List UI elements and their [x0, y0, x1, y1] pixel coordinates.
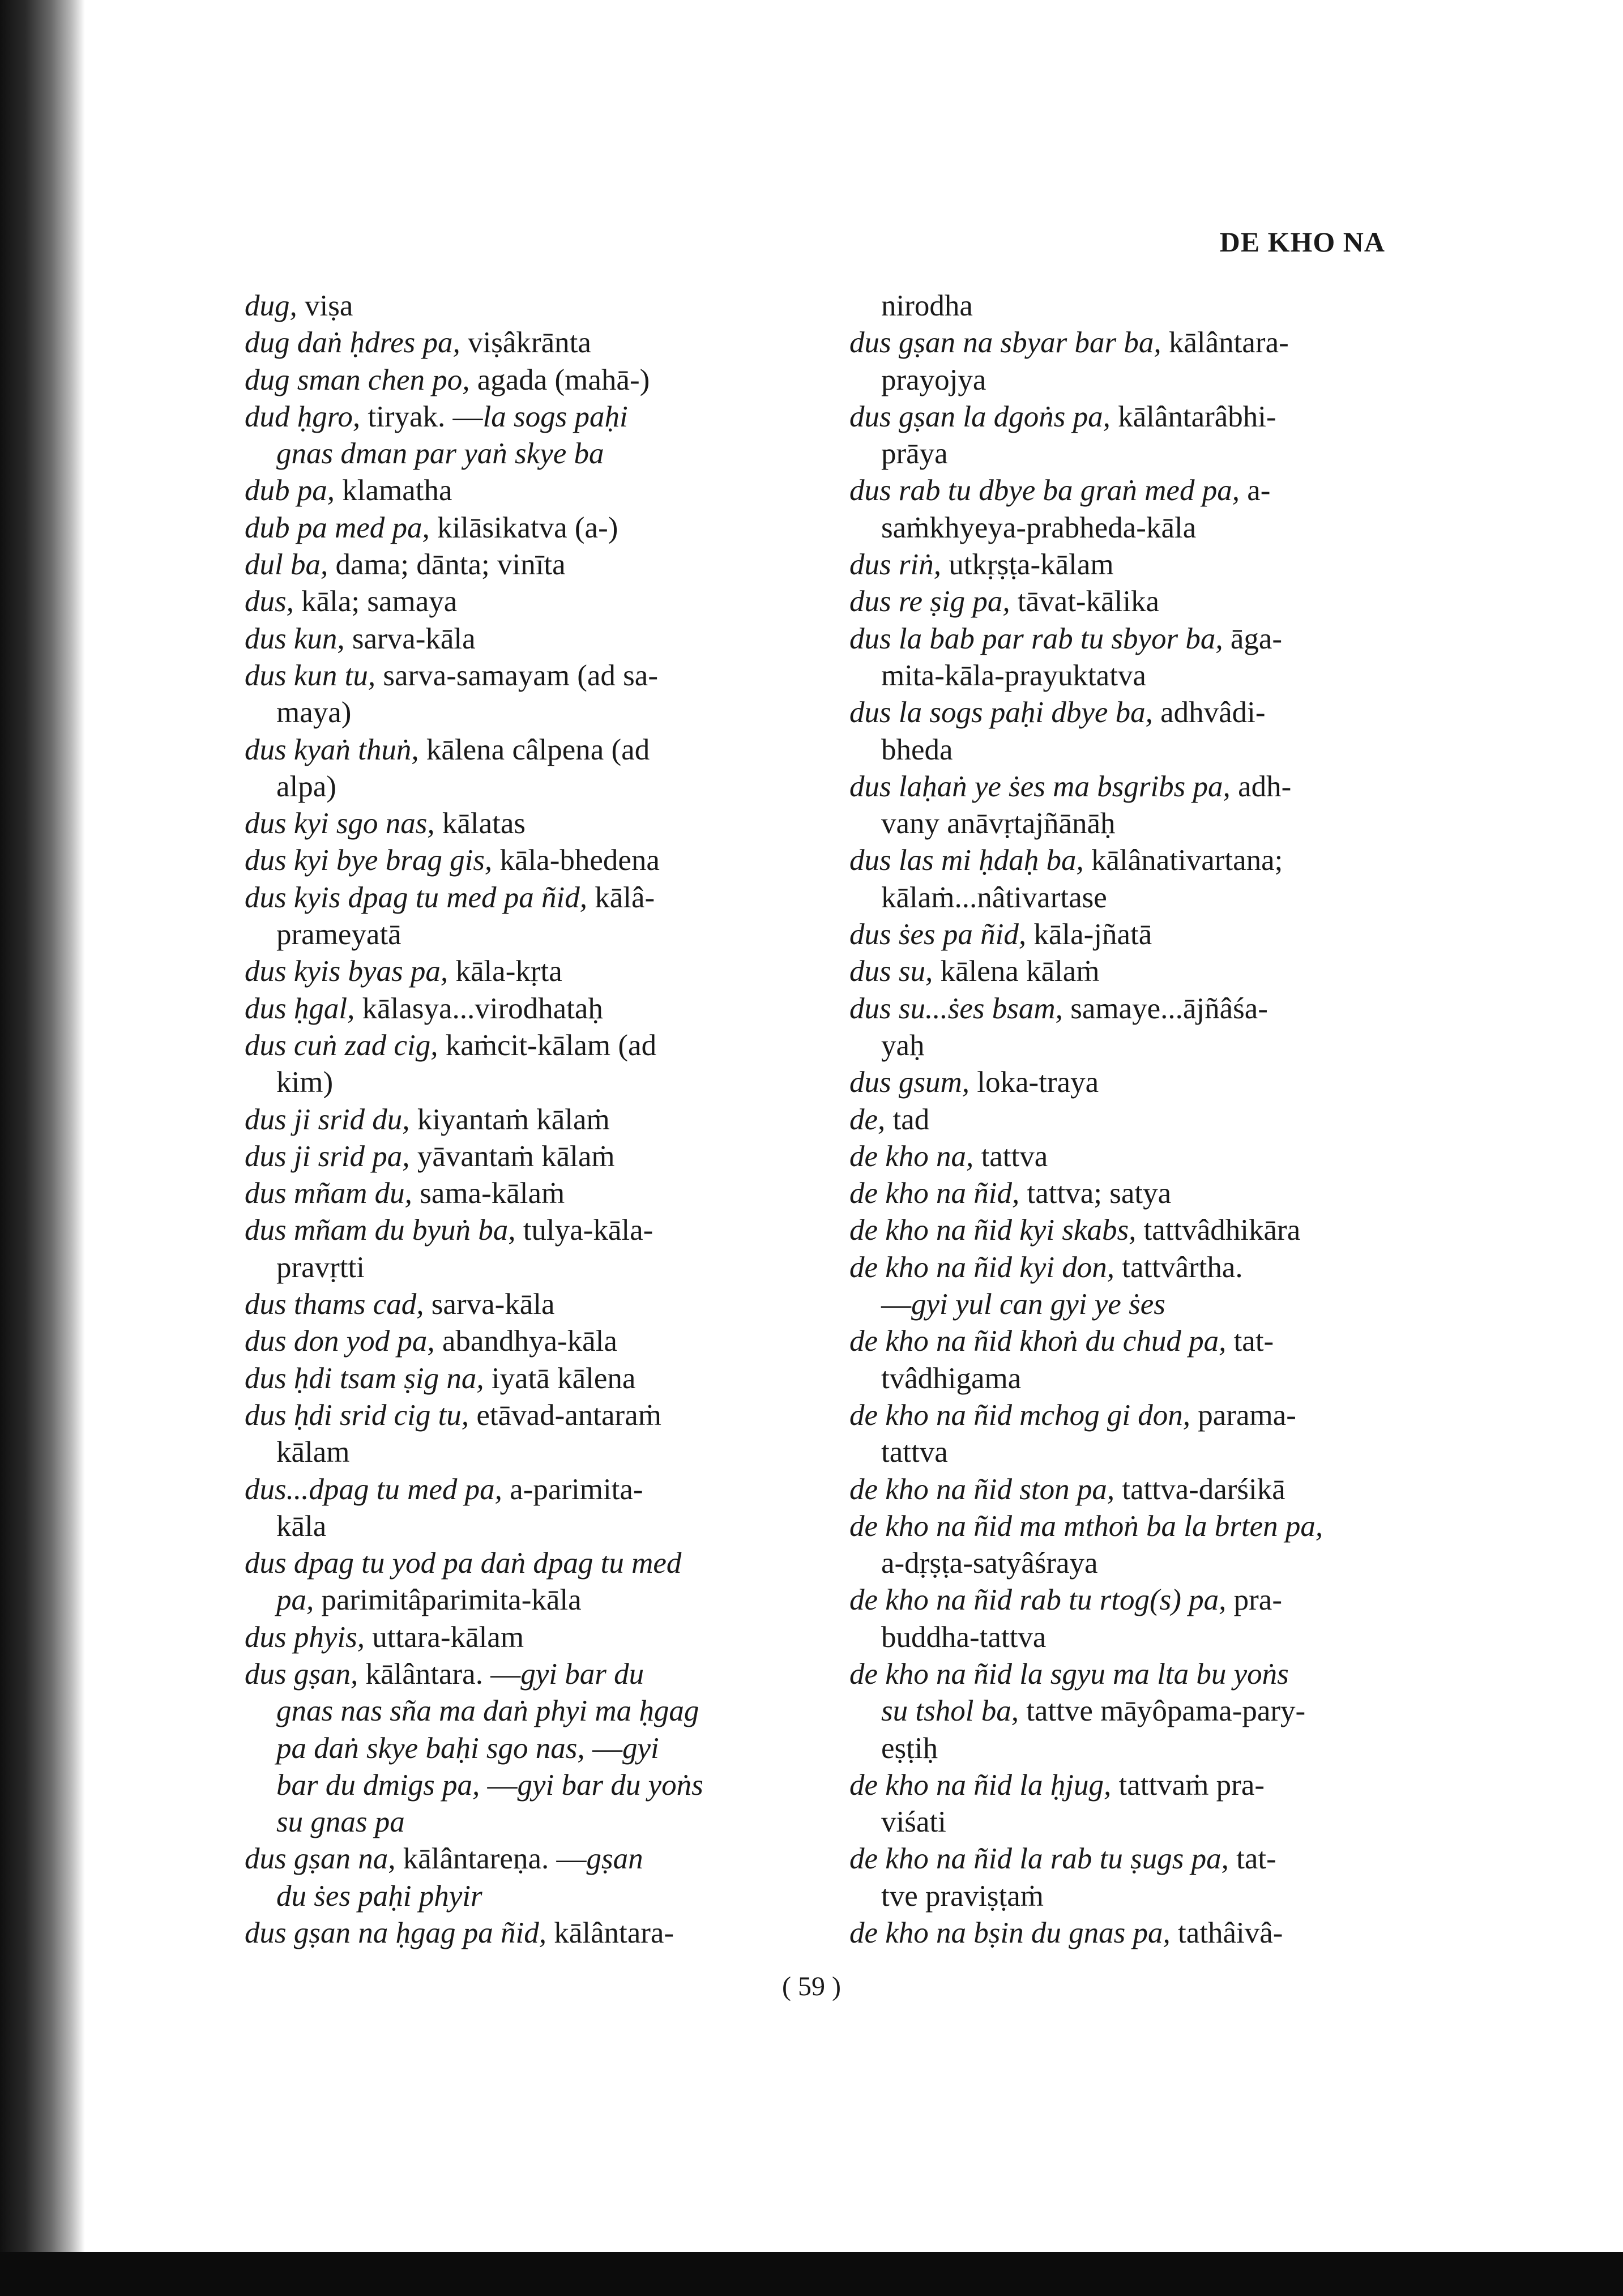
tibetan-term: dus la bab par rab tu sbyor ba, — [849, 622, 1223, 655]
sanskrit-equivalent: a- — [1239, 474, 1271, 507]
tibetan-term: dub pa, — [245, 474, 335, 507]
sanskrit-equivalent: loka-traya — [969, 1066, 1099, 1099]
sanskrit-equivalent: kālântareṇa. — — [395, 1842, 587, 1876]
tibetan-term: dus, — [245, 585, 294, 618]
dictionary-line — [849, 1656, 1393, 1693]
dictionary-line — [849, 1434, 1393, 1471]
dictionary-line — [849, 1693, 1393, 1730]
sanskrit-equivalent: sarva-samayam (ad sa- — [375, 659, 658, 692]
sanskrit-equivalent: tiryak. — — [360, 400, 483, 433]
sanskrit-equivalent: kālasya...virodhataḥ — [355, 992, 603, 1025]
dictionary-line — [245, 1619, 788, 1656]
dictionary-line — [849, 510, 1393, 547]
tibetan-term: dus kyaṅ thuṅ, — [245, 733, 419, 766]
tibetan-term: dus ṡes pa ñid, — [849, 918, 1027, 951]
dictionary-line — [245, 1286, 788, 1323]
sanskrit-equivalent: kāla; samaya — [293, 585, 458, 618]
dictionary-line — [245, 1102, 788, 1138]
dictionary-line — [849, 1471, 1393, 1508]
dictionary-line — [245, 953, 788, 990]
dictionary-line — [245, 1175, 788, 1212]
dictionary-line — [245, 1804, 788, 1841]
tibetan-term: du ṡes paḥi phyir — [276, 1879, 482, 1913]
dictionary-line — [245, 1249, 788, 1286]
dictionary-line — [245, 991, 788, 1027]
sanskrit-equivalent: maya) — [276, 696, 352, 729]
tibetan-term: dus ji srid pa, — [245, 1140, 410, 1173]
scan-bottom-edge — [0, 2252, 1623, 2296]
tibetan-term: dus kyis dpag tu med pa ñid, — [245, 881, 588, 914]
sanskrit-equivalent: — — [480, 1768, 518, 1802]
dictionary-line — [245, 842, 788, 879]
dictionary-line — [849, 694, 1393, 731]
sanskrit-equivalent: tattvaṁ pra- — [1111, 1768, 1265, 1802]
tibetan-term: de, — [849, 1103, 886, 1136]
sanskrit-equivalent: tulya-kāla- — [515, 1214, 654, 1247]
sanskrit-equivalent: sarva-kāla — [424, 1288, 555, 1321]
sanskrit-equivalent: tattva; satya — [1019, 1177, 1172, 1210]
dictionary-line — [849, 1878, 1393, 1915]
dictionary-line — [245, 1693, 788, 1730]
sanskrit-equivalent: yāvantaṁ kālaṁ — [409, 1140, 615, 1173]
tibetan-term: dus gṣan na, — [245, 1842, 396, 1876]
sanskrit-equivalent: kāla-jñatā — [1026, 918, 1152, 951]
sanskrit-equivalent: parama- — [1190, 1398, 1296, 1432]
tibetan-subentry: la sogs paḥi — [482, 400, 628, 433]
dictionary-line — [245, 1878, 788, 1915]
tibetan-term: dus mñam du byuṅ ba, — [245, 1214, 516, 1247]
sanskrit-equivalent: tattvârtha. — [1114, 1251, 1243, 1284]
sanskrit-equivalent: abandhya-kāla — [434, 1325, 617, 1358]
sanskrit-equivalent: utkṛṣṭa-kālam — [941, 548, 1114, 582]
book-binding-shadow — [0, 0, 85, 2296]
sanskrit-equivalent: kālântara- — [1161, 326, 1289, 360]
tibetan-term: dus gṣan, — [245, 1657, 358, 1691]
tibetan-term: de kho na ñid ston pa, — [849, 1473, 1115, 1506]
dictionary-line — [849, 1175, 1393, 1212]
tibetan-term: dus la sogs paḥi dbye ba, — [849, 696, 1153, 729]
tibetan-term: dus gṣan la dgoṅs pa, — [849, 400, 1111, 433]
dictionary-line — [849, 1138, 1393, 1175]
sanskrit-equivalent: kālaṁ...nâtivartase — [881, 881, 1107, 914]
tibetan-term: de kho na ñid kyi skabs, — [849, 1214, 1137, 1247]
dictionary-line — [849, 362, 1393, 399]
tibetan-term: dul ba, — [245, 548, 328, 582]
dictionary-line — [245, 1730, 788, 1767]
tibetan-term: dus ji srid du, — [245, 1103, 410, 1136]
sanskrit-equivalent: dama; dānta; vinīta — [328, 548, 566, 582]
sanskrit-equivalent: kiyantaṁ kālaṁ — [409, 1103, 610, 1136]
dictionary-line — [849, 1915, 1393, 1952]
dictionary-line — [849, 436, 1393, 472]
dictionary-line — [849, 916, 1393, 953]
tibetan-term: dud ḥgro, — [245, 400, 361, 433]
sanskrit-equivalent: kāla-kṛta — [448, 955, 562, 988]
dictionary-line — [849, 547, 1393, 583]
dictionary-line — [245, 732, 788, 769]
tibetan-term: de kho na ñid khoṅ du chud pa, — [849, 1325, 1227, 1358]
sanskrit-equivalent: agada (mahā-) — [469, 363, 650, 396]
sanskrit-equivalent: vany anāvṛtajñānāḥ — [881, 807, 1116, 840]
sanskrit-equivalent: viṣa — [297, 289, 353, 322]
dictionary-line — [245, 1138, 788, 1175]
tibetan-subentry: gyi — [622, 1731, 659, 1765]
dictionary-line — [849, 1360, 1393, 1397]
sanskrit-equivalent: klamatha — [335, 474, 452, 507]
tibetan-term: dus dpag tu yod pa daṅ dpag tu med — [245, 1547, 682, 1580]
tibetan-term: dus re ṣig pa, — [849, 585, 1010, 618]
dictionary-line — [849, 583, 1393, 620]
dictionary-line — [849, 953, 1393, 990]
dictionary-line — [849, 288, 1393, 325]
tibetan-term: dus phyis, — [245, 1620, 365, 1654]
dictionary-line — [849, 732, 1393, 769]
sanskrit-equivalent: kālam — [276, 1436, 350, 1469]
tibetan-term: dus gṣan na ḥgag pa ñid, — [245, 1917, 546, 1950]
tibetan-subentry: gyi bar du — [520, 1657, 644, 1691]
sanskrit-equivalent: samaye...ājñâśa- — [1062, 992, 1268, 1025]
dictionary-line — [849, 658, 1393, 694]
tibetan-term: de kho na ñid la rab tu ṣugs pa, — [849, 1842, 1229, 1876]
sanskrit-equivalent: kālena câlpena (ad — [418, 733, 650, 766]
tibetan-term: de kho na ñid mchog gi don, — [849, 1398, 1191, 1432]
tibetan-term: de kho na ñid ma mthoṅ ba la brten pa, — [849, 1509, 1323, 1543]
tibetan-term: dus kun tu, — [245, 659, 376, 692]
tibetan-term: dus kyi sgo nas, — [245, 807, 435, 840]
dictionary-line — [245, 1434, 788, 1471]
tibetan-term: dus riṅ, — [849, 548, 941, 582]
tibetan-term: pa daṅ skye baḥi sgo nas, — [276, 1731, 585, 1765]
dictionary-line — [245, 436, 788, 472]
page-number: ( 59 ) — [782, 1971, 841, 2001]
dictionary-line — [849, 1767, 1393, 1804]
dictionary-line — [245, 769, 788, 805]
tibetan-term: dus ḥgal, — [245, 992, 355, 1025]
sanskrit-equivalent: yaḥ — [881, 1028, 925, 1062]
tibetan-term: de kho na, — [849, 1140, 974, 1173]
dictionary-line — [245, 1471, 788, 1508]
sanskrit-equivalent: āga- — [1223, 622, 1283, 655]
sanskrit-equivalent: tad — [885, 1103, 930, 1136]
sanskrit-equivalent: pra- — [1226, 1584, 1282, 1617]
dictionary-line — [245, 1841, 788, 1877]
dictionary-line — [245, 1767, 788, 1804]
tibetan-term: dus gṣan na sbyar bar ba, — [849, 326, 1161, 360]
tibetan-term: pa, — [276, 1584, 314, 1617]
dictionary-line — [245, 1212, 788, 1249]
dictionary-line — [849, 1027, 1393, 1064]
sanskrit-equivalent: prameyatā — [276, 918, 402, 951]
sanskrit-equivalent: kaṁcit-kālam (ad — [438, 1028, 657, 1062]
tibetan-term: dug daṅ ḥdres pa, — [245, 326, 460, 360]
sanskrit-equivalent: parimitâparimita-kāla — [314, 1584, 582, 1617]
tibetan-term: dug sman chen po, — [245, 363, 470, 396]
sanskrit-equivalent: tattva — [973, 1140, 1048, 1173]
tibetan-term: dus las mi ḥdaḥ ba, — [849, 844, 1084, 877]
sanskrit-equivalent: eṣṭiḥ — [881, 1731, 938, 1765]
dictionary-line — [849, 1582, 1393, 1619]
dictionary-line — [245, 1360, 788, 1397]
left-column — [245, 288, 788, 1952]
tibetan-term: su tshol ba, — [881, 1695, 1019, 1728]
dictionary-line — [245, 472, 788, 509]
dictionary-line — [849, 399, 1393, 436]
sanskrit-equivalent: tat- — [1226, 1325, 1274, 1358]
tibetan-term: bar du dmigs pa, — [276, 1768, 480, 1802]
dictionary-line — [849, 1397, 1393, 1434]
tibetan-term: de kho na ñid kyi don, — [849, 1251, 1115, 1284]
dictionary-line — [245, 805, 788, 842]
sanskrit-equivalent: etāvad-antaraṁ — [469, 1398, 661, 1432]
sanskrit-equivalent: kilāsikatva (a-) — [429, 511, 618, 544]
tibetan-term: dus mñam du, — [245, 1177, 412, 1210]
tibetan-term: dus thams cad, — [245, 1288, 424, 1321]
sanskrit-equivalent: kim) — [276, 1066, 334, 1099]
dictionary-line — [245, 658, 788, 694]
sanskrit-equivalent: tathâivâ- — [1170, 1917, 1283, 1950]
sanskrit-equivalent: buddha-tattva — [881, 1620, 1047, 1654]
tibetan-term: de kho na ñid la ḥjug, — [849, 1768, 1112, 1802]
tibetan-term: gnas nas sña ma daṅ phyi ma ḥgag — [276, 1695, 699, 1728]
tibetan-term: dus kun, — [245, 622, 345, 655]
dictionary-line — [849, 1212, 1393, 1249]
tibetan-term: dus rab tu dbye ba graṅ med pa, — [849, 474, 1240, 507]
sanskrit-equivalent: — — [881, 1288, 911, 1321]
dictionary-line — [849, 1841, 1393, 1877]
sanskrit-equivalent: saṁkhyeya-prabheda-kāla — [881, 511, 1197, 544]
dictionary-line — [849, 1323, 1393, 1360]
dictionary-line — [849, 1619, 1393, 1656]
tibetan-subentry: gyi yul can gyi ye ṡes — [911, 1288, 1165, 1321]
dictionary-line — [849, 472, 1393, 509]
sanskrit-equivalent: tve praviṣṭaṁ — [881, 1879, 1044, 1913]
dictionary-line — [849, 621, 1393, 658]
dictionary-line — [245, 1397, 788, 1434]
dictionary-line — [849, 805, 1393, 842]
dictionary-line — [245, 288, 788, 325]
dictionary-line — [245, 1027, 788, 1064]
sanskrit-equivalent: tattva — [881, 1436, 948, 1469]
dictionary-line — [245, 583, 788, 620]
dictionary-line — [245, 1656, 788, 1693]
sanskrit-equivalent: kālena kālaṁ — [933, 955, 1100, 988]
running-head: DE KHO NA — [1219, 226, 1385, 258]
sanskrit-equivalent: kālatas — [434, 807, 526, 840]
tibetan-term: dus su, — [849, 955, 933, 988]
tibetan-term: de kho na ñid rab tu rtog(s) pa, — [849, 1584, 1227, 1617]
dictionary-line — [849, 1102, 1393, 1138]
dictionary-line — [849, 1249, 1393, 1286]
sanskrit-equivalent: a-dṛṣṭa-satyâśraya — [881, 1547, 1098, 1580]
dictionary-line — [245, 325, 788, 361]
dictionary-line — [245, 694, 788, 731]
dictionary-line — [849, 1508, 1393, 1545]
dictionary-line — [849, 842, 1393, 879]
sanskrit-equivalent: kālânativartana; — [1083, 844, 1283, 877]
tibetan-term: dus...dpag tu med pa, — [245, 1473, 502, 1506]
dictionary-line — [245, 1323, 788, 1360]
sanskrit-equivalent: sama-kālaṁ — [412, 1177, 565, 1210]
dictionary-line — [245, 547, 788, 583]
sanskrit-equivalent: kālântara- — [546, 1917, 674, 1950]
dictionary-line — [245, 1915, 788, 1952]
sanskrit-equivalent: kāla — [276, 1509, 327, 1543]
sanskrit-equivalent: nirodha — [881, 289, 973, 322]
dictionary-line — [849, 1730, 1393, 1767]
sanskrit-equivalent: tattva-darśikā — [1114, 1473, 1285, 1506]
sanskrit-equivalent: tāvat-kālika — [1010, 585, 1160, 618]
tibetan-term: dus gsum, — [849, 1066, 970, 1099]
sanskrit-equivalent: tattvâdhikāra — [1136, 1214, 1301, 1247]
sanskrit-equivalent: uttara-kālam — [365, 1620, 524, 1654]
dictionary-line — [849, 1804, 1393, 1841]
sanskrit-equivalent: viśati — [881, 1806, 946, 1839]
dictionary-line — [245, 362, 788, 399]
dictionary-line — [245, 880, 788, 916]
sanskrit-equivalent: kālântara. — — [358, 1657, 521, 1691]
sanskrit-equivalent: bheda — [881, 733, 953, 766]
dictionary-line — [849, 880, 1393, 916]
dictionary-line — [849, 1545, 1393, 1582]
tibetan-subentry: gṣan — [586, 1842, 643, 1876]
sanskrit-equivalent: kālântarâbhi- — [1110, 400, 1276, 433]
dictionary-line — [849, 769, 1393, 805]
tibetan-term: dus kyi bye brag gis, — [245, 844, 493, 877]
tibetan-term: dus laḥaṅ ye ṡes ma bsgribs pa, — [849, 770, 1231, 803]
sanskrit-equivalent: tat- — [1228, 1842, 1276, 1876]
tibetan-term: dus ḥdi tsam ṣig na, — [245, 1362, 484, 1395]
tibetan-subentry: gyi bar du yoṅs — [517, 1768, 703, 1802]
sanskrit-equivalent: kāla-bhedena — [492, 844, 660, 877]
tibetan-term: su gnas pa — [276, 1806, 405, 1839]
sanskrit-equivalent: sarva-kāla — [344, 622, 476, 655]
dictionary-line — [245, 1582, 788, 1619]
sanskrit-equivalent: kālâ- — [587, 881, 655, 914]
dictionary-line — [245, 1064, 788, 1101]
tibetan-term: dus cuṅ zad cig, — [245, 1028, 438, 1062]
tibetan-term: de kho na ñid, — [849, 1177, 1020, 1210]
dictionary-line — [849, 991, 1393, 1027]
sanskrit-equivalent: adh- — [1230, 770, 1292, 803]
sanskrit-equivalent: adhvâdi- — [1152, 696, 1266, 729]
sanskrit-equivalent: mita-kāla-prayuktatva — [881, 659, 1146, 692]
dictionary-line — [245, 621, 788, 658]
sanskrit-equivalent: alpa) — [276, 770, 336, 803]
tibetan-term: dus su...ṡes bsam, — [849, 992, 1063, 1025]
dictionary-line — [849, 1064, 1393, 1101]
sanskrit-equivalent: prāya — [881, 437, 948, 471]
tibetan-term: de kho na bṣin du gnas pa, — [849, 1917, 1171, 1950]
sanskrit-equivalent: tattve māyôpama-pary- — [1018, 1695, 1306, 1728]
dictionary-line — [849, 325, 1393, 361]
tibetan-term: de kho na ñid la sgyu ma lta bu yoṅs — [849, 1657, 1289, 1691]
tibetan-term: dus don yod pa, — [245, 1325, 435, 1358]
dictionary-line — [245, 399, 788, 436]
sanskrit-equivalent: pravṛtti — [276, 1251, 365, 1284]
sanskrit-equivalent: viṣâkrānta — [460, 326, 591, 360]
sanskrit-equivalent: — — [584, 1731, 622, 1765]
sanskrit-equivalent: prayojya — [881, 363, 986, 396]
dictionary-line — [245, 510, 788, 547]
sanskrit-equivalent: iyatā kālena — [484, 1362, 636, 1395]
tibetan-term: dug, — [245, 289, 297, 322]
tibetan-term: dub pa med pa, — [245, 511, 430, 544]
right-column — [849, 288, 1393, 1952]
tibetan-term: gnas dman par yaṅ skye ba — [276, 437, 604, 471]
dictionary-line — [245, 1545, 788, 1582]
sanskrit-equivalent: a-parimita- — [502, 1473, 643, 1506]
dictionary-line — [245, 916, 788, 953]
dictionary-line — [245, 1508, 788, 1545]
sanskrit-equivalent: tvâdhigama — [881, 1362, 1022, 1395]
dictionary-line — [849, 1286, 1393, 1323]
tibetan-term: dus kyis byas pa, — [245, 955, 449, 988]
tibetan-term: dus ḥdi srid cig tu, — [245, 1398, 469, 1432]
